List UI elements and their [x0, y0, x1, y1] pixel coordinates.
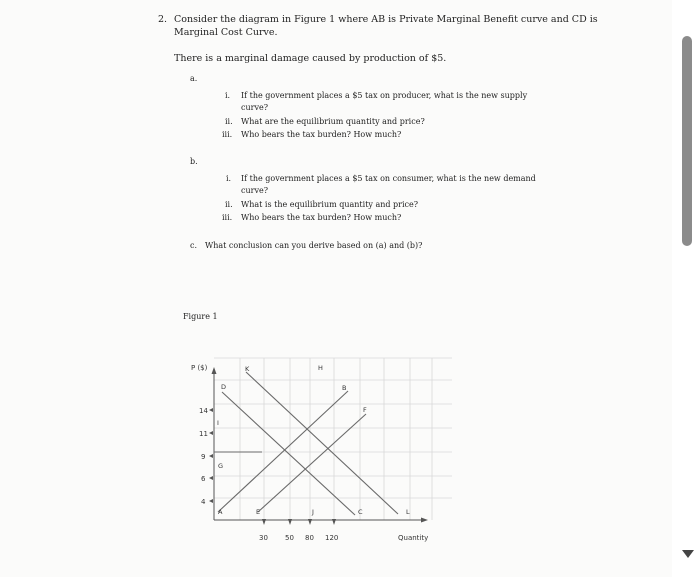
part-a-item2-line1: What are the equilibrium quantity and price?: [241, 117, 425, 126]
question-intro-line1: Consider the diagram in Figure 1 where AB is Private Marginal Benefit curve and CD is: [174, 14, 598, 25]
y-axis-arrow-icon: [212, 367, 217, 374]
point-label-i: I: [217, 419, 219, 427]
point-label-c: C: [358, 508, 363, 516]
point-label-f: F: [363, 406, 367, 414]
y-tick-label: 6: [201, 475, 206, 483]
part-a-item3-line1: Who bears the tax burden? How much?: [241, 130, 402, 139]
y-tick-label: 11: [199, 430, 208, 438]
figure-label: Figure 1: [183, 312, 218, 321]
part-a-marker: a.: [190, 74, 198, 83]
part-b-item2-line1: What is the equilibrium quantity and price?: [241, 200, 419, 209]
damage-note: There is a marginal damage caused by production of $5.: [174, 53, 447, 64]
point-label-b: B: [342, 384, 347, 392]
part-b-item1-line2: curve?: [241, 186, 268, 195]
point-label-e: E: [256, 508, 261, 516]
x-tick-label: 120: [325, 534, 339, 542]
part-b-item3-line1: Who bears the tax burden? How much?: [241, 213, 402, 222]
y-tick-label: 4: [201, 498, 206, 506]
diagram-grid: [214, 358, 452, 520]
part-a-item1-line2: curve?: [241, 103, 268, 112]
x-tick-label: 80: [305, 534, 314, 542]
point-label-g: G: [218, 462, 224, 470]
point-label-d: D: [221, 383, 227, 391]
part-b-marker: b.: [190, 157, 198, 166]
x-tick-label: 30: [259, 534, 268, 542]
point-label-l: L: [406, 508, 410, 516]
x-axis-label: Quantity: [398, 534, 429, 542]
scrollbar-thumb[interactable]: [682, 36, 692, 246]
part-c-marker: c.: [190, 241, 198, 250]
question-number: 2.: [158, 14, 168, 25]
part-c-text: What conclusion can you derive based on (a) and (b)?: [205, 241, 423, 250]
curve-kl: [246, 372, 398, 514]
scroll-down-arrow-icon[interactable]: [682, 550, 694, 558]
curve-dc: [222, 392, 355, 515]
y-tick-label: 9: [201, 453, 206, 461]
part-b-item3-num: iii.: [222, 213, 233, 222]
question-intro-line2: Marginal Cost Curve.: [174, 27, 278, 38]
part-a-item2-num: ii.: [225, 117, 233, 126]
y-tick-label: 14: [199, 407, 208, 415]
part-a-item1-line1: If the government places a $5 tax on producer, what is the new supply: [241, 91, 528, 100]
x-axis-arrow-icon: [421, 518, 428, 523]
x-tick-label: 50: [285, 534, 294, 542]
part-b-item1-num: i.: [226, 174, 232, 183]
curve-ef: [258, 414, 366, 512]
point-label-k: K: [245, 365, 250, 373]
y-axis-label: P ($): [191, 364, 208, 372]
point-label-j: J: [312, 508, 314, 516]
point-label-h: H: [318, 364, 323, 372]
part-b-item2-num: ii.: [225, 200, 233, 209]
part-a-item3-num: iii.: [222, 130, 233, 139]
y-tick-markers: [209, 408, 213, 503]
point-label-a: A: [218, 508, 223, 516]
part-b-item1-line1: If the government places a $5 tax on consumer, what is the new demand: [241, 174, 536, 183]
part-a-item1-num: i.: [225, 91, 231, 100]
